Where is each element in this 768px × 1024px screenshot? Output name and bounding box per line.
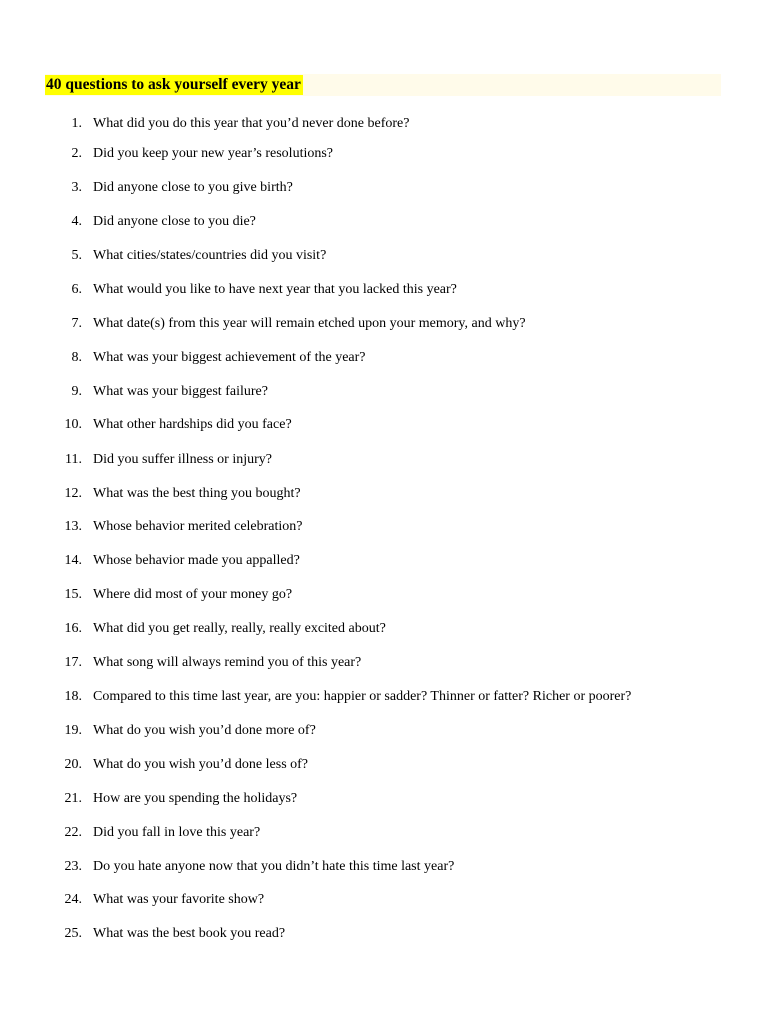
question-item: [0, 517, 760, 537]
question-text: What other hardships did you face?: [93, 417, 292, 432]
question-number: 4.: [71, 214, 82, 229]
question-number: 16.: [64, 621, 82, 636]
question-item: [0, 484, 760, 504]
question-text: Where did most of your money go?: [93, 587, 293, 602]
question-text: Compared to this time last year, are you: happier or sadder? Thinner or fatter? Richer or poorer?: [93, 689, 632, 704]
question-text: Do you hate anyone now that you didn’t hate this time last year?: [93, 859, 455, 874]
question-text: What was your biggest achievement of the year?: [93, 350, 366, 365]
question-text: What did you do this year that you’d never done before?: [93, 116, 410, 131]
question-item: [0, 114, 760, 134]
question-number: 23.: [64, 859, 82, 874]
question-text: What would you like to have next year that you lacked this year?: [93, 282, 457, 297]
question-text: What did you get really, really, really excited about?: [93, 621, 386, 636]
question-text: What was your favorite show?: [93, 892, 265, 907]
question-item: [0, 314, 760, 334]
question-number: 22.: [64, 825, 82, 840]
question-text: What cities/states/countries did you visit?: [93, 248, 327, 263]
question-item: [0, 450, 760, 470]
question-number: 24.: [64, 892, 82, 907]
question-number: 14.: [64, 553, 82, 568]
question-number: 10.: [64, 417, 82, 432]
question-item: [0, 246, 760, 266]
document-title: 40 questions to ask yourself every year: [46, 76, 301, 93]
question-number: 25.: [64, 926, 82, 941]
question-item: [0, 653, 760, 673]
question-text: What do you wish you’d done less of?: [93, 757, 309, 772]
question-number: 5.: [71, 248, 82, 263]
question-number: 6.: [71, 282, 82, 297]
question-number: 11.: [65, 452, 82, 467]
question-text: Did anyone close to you give birth?: [93, 180, 293, 195]
question-item: [0, 890, 760, 910]
question-text: What was the best thing you bought?: [93, 486, 301, 501]
question-number: 20.: [64, 757, 82, 772]
question-number: 21.: [64, 791, 82, 806]
question-item: [0, 551, 760, 571]
question-item: [0, 382, 760, 402]
question-item: [0, 144, 760, 164]
question-text: Did you suffer illness or injury?: [93, 452, 272, 467]
question-number: 3.: [71, 180, 82, 195]
question-text: Whose behavior merited celebration?: [93, 519, 303, 534]
question-number: 17.: [64, 655, 82, 670]
question-text: Did you fall in love this year?: [93, 825, 261, 840]
question-item: [0, 857, 760, 877]
question-number: 8.: [71, 350, 82, 365]
question-item: [0, 178, 760, 198]
question-item: [0, 280, 760, 300]
question-item: [0, 823, 760, 843]
question-item: [0, 789, 760, 809]
question-item: [0, 755, 760, 775]
question-item: [0, 924, 760, 944]
question-item: [0, 348, 760, 368]
question-text: What song will always remind you of this year?: [93, 655, 362, 670]
question-text: How are you spending the holidays?: [93, 791, 298, 806]
question-number: 18.: [64, 689, 82, 704]
question-number: 7.: [71, 316, 82, 331]
question-number: 9.: [71, 384, 82, 399]
question-text: What was your biggest failure?: [93, 384, 268, 399]
question-text: Did you keep your new year’s resolutions?: [93, 146, 334, 161]
question-number: 19.: [64, 723, 82, 738]
question-item: [0, 585, 760, 605]
question-item: [0, 721, 760, 741]
question-text: What do you wish you’d done more of?: [93, 723, 316, 738]
question-text: What was the best book you read?: [93, 926, 286, 941]
question-number: 1.: [71, 116, 82, 131]
question-item: [0, 687, 760, 707]
question-number: 15.: [64, 587, 82, 602]
question-text: What date(s) from this year will remain etched upon your memory, and why?: [93, 316, 526, 331]
question-text: Whose behavior made you appalled?: [93, 553, 300, 568]
question-number: 12.: [64, 486, 82, 501]
question-item: [0, 415, 760, 435]
question-number: 13.: [64, 519, 82, 534]
question-text: Did anyone close to you die?: [93, 214, 256, 229]
question-number: 2.: [71, 146, 82, 161]
question-item: [0, 212, 760, 232]
question-item: [0, 619, 760, 639]
